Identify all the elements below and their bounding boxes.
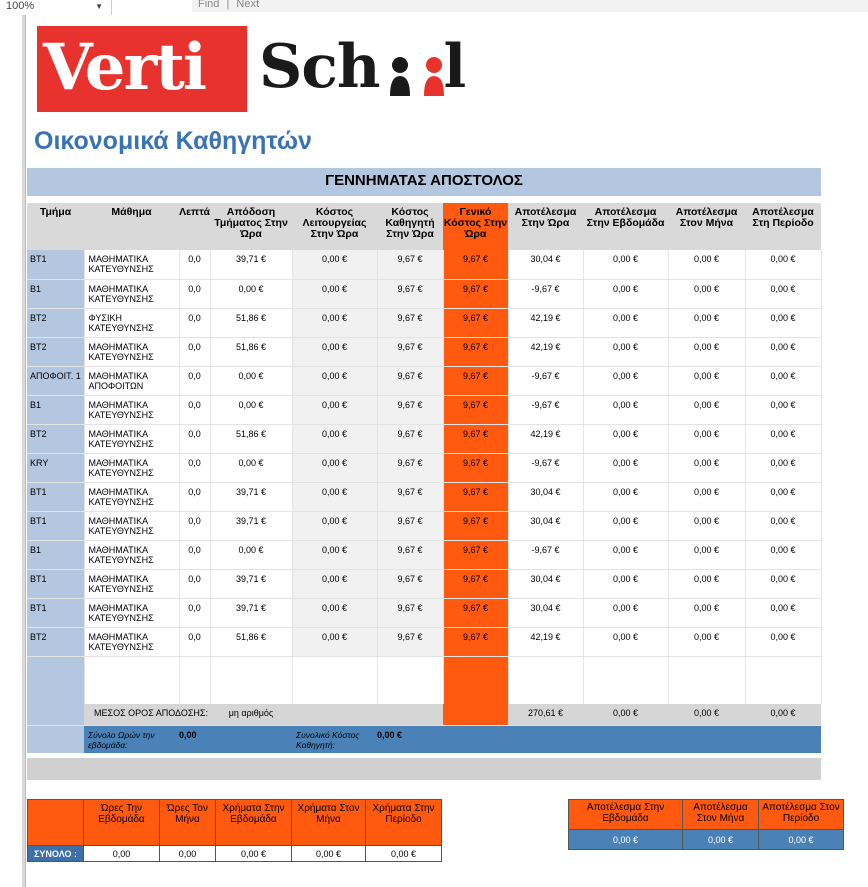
totals-value: 0,00 <box>160 846 216 862</box>
yield-hour-cell: 39,71 € <box>210 569 292 598</box>
operating-cost-cell: 0,00 € <box>292 569 377 598</box>
teacher-cost-cell: 9,67 € <box>377 366 443 395</box>
table-row <box>27 627 821 656</box>
subject-cell: ΜΑΘΗΜΑΤΙΚΑ ΚΑΤΕΥΘΥΝΣΗΣ <box>84 482 179 511</box>
average-result-week: 0,00 € <box>583 704 668 725</box>
general-cost-cell: 9,67 € <box>443 366 508 395</box>
result-month-cell: 0,00 € <box>668 366 745 395</box>
result-period-cell: 0,00 € <box>745 482 821 511</box>
class-cell: ΒΤ2 <box>27 308 84 337</box>
teacher-cost-cell: 9,67 € <box>377 453 443 482</box>
class-cell: Β1 <box>27 279 84 308</box>
operating-cost-cell: 0,00 € <box>292 511 377 540</box>
empty-cell <box>27 725 84 753</box>
result-month-cell: 0,00 € <box>668 540 745 569</box>
subject-cell: ΜΑΘΗΜΑΤΙΚΑ ΚΑΤΕΥΘΥΝΣΗΣ <box>84 453 179 482</box>
average-result-month: 0,00 € <box>668 704 745 725</box>
teacher-cost-cell: 9,67 € <box>377 308 443 337</box>
empty-cell <box>84 656 179 704</box>
result-hour-cell: -9,67 € <box>508 395 583 424</box>
result-week-cell: 0,00 € <box>583 424 668 453</box>
result-period-cell: 0,00 € <box>745 627 821 656</box>
empty-cell <box>443 656 508 704</box>
teacher-cost-cell: 9,67 € <box>377 511 443 540</box>
operating-cost-cell: 0,00 € <box>292 337 377 366</box>
teacher-cost-cell: 9,67 € <box>377 424 443 453</box>
teacher-name-banner: ΓΕΝΝΗΜΑΤΑΣ ΑΠΟΣΤΟΛΟΣ <box>27 168 821 196</box>
table-row <box>27 250 821 279</box>
totals-value: 0,00 € <box>366 846 442 862</box>
result-month-cell: 0,00 € <box>668 511 745 540</box>
minutes-cell: 0,0 <box>179 627 210 656</box>
page-title: Οικονομικά Καθηγητών <box>34 127 312 155</box>
empty-cell <box>292 704 377 725</box>
general-cost-cell: 9,67 € <box>443 337 508 366</box>
totals-header: Χρήματα Στον Μήνα <box>292 800 366 846</box>
minutes-cell: 0,0 <box>179 279 210 308</box>
class-cell: ΒΤ1 <box>27 482 84 511</box>
empty-cell <box>668 656 745 704</box>
average-label: ΜΕΣΟΣ ΟΡΟΣ ΑΠΟΔΟΣΗΣ: <box>84 704 210 725</box>
total-hours-cell <box>179 725 292 753</box>
minutes-cell: 0,0 <box>179 540 210 569</box>
result-hour-cell: -9,67 € <box>508 366 583 395</box>
subject-cell: ΦΥΣΙΚΗ ΚΑΤΕΥΘΥΝΣΗΣ <box>84 308 179 337</box>
table-row <box>27 279 821 308</box>
col-header: Γενικό Κόστος Στην Ώρα <box>443 203 508 250</box>
result-month-cell: 0,00 € <box>668 482 745 511</box>
minutes-cell: 0,0 <box>179 482 210 511</box>
result-period-cell: 0,00 € <box>745 366 821 395</box>
general-cost-cell: 9,67 € <box>443 250 508 279</box>
operating-cost-cell: 0,00 € <box>292 482 377 511</box>
class-cell: ΒΤ2 <box>27 424 84 453</box>
average-result-hour: 270,61 € <box>508 704 583 725</box>
subject-cell: ΜΑΘΗΜΑΤΙΚΑ ΚΑΤΕΥΘΥΝΣΗΣ <box>84 250 179 279</box>
result-month-cell: 0,00 € <box>668 337 745 366</box>
results-value: 0,00 € <box>759 830 844 850</box>
result-period-cell: 0,00 € <box>745 395 821 424</box>
results-header: Αποτέλεσμα Στην Εβδομάδα <box>569 800 683 830</box>
empty-cell <box>292 656 377 704</box>
result-week-cell: 0,00 € <box>583 540 668 569</box>
general-cost-cell: 9,67 € <box>443 453 508 482</box>
class-cell: ΒΤ1 <box>27 569 84 598</box>
operating-cost-cell: 0,00 € <box>292 627 377 656</box>
col-header: Αποτέλεσμα Στον Μήνα <box>668 203 745 250</box>
general-cost-cell: 9,67 € <box>443 598 508 627</box>
total-hours-value: 0,00 <box>179 729 197 740</box>
results-header: Αποτέλεσμα Στον Μήνα <box>683 800 759 830</box>
teacher-cost-cell: 9,67 € <box>377 569 443 598</box>
table-header-row <box>27 203 821 250</box>
minutes-cell: 0,0 <box>179 511 210 540</box>
vertischool-logo <box>37 26 495 112</box>
minutes-cell: 0,0 <box>179 569 210 598</box>
subject-cell: ΜΑΘΗΜΑΤΙΚΑ ΚΑΤΕΥΘΥΝΣΗΣ <box>84 337 179 366</box>
results-table <box>568 799 844 850</box>
subject-cell: ΜΑΘΗΜΑΤΙΚΑ ΚΑΤΕΥΘΥΝΣΗΣ <box>84 569 179 598</box>
totals-header: Ώρες Την Εβδομάδα <box>84 800 160 846</box>
result-period-cell: 0,00 € <box>745 337 821 366</box>
col-header: Αποτέλεσμα Στην Εβδομάδα <box>583 203 668 250</box>
yield-hour-cell: 39,71 € <box>210 482 292 511</box>
class-cell: ΑΠΟΦΟΙΤ. 1 <box>27 366 84 395</box>
col-header: Αποτέλεσμα Στη Περίοδο <box>745 203 821 250</box>
result-period-cell: 0,00 € <box>745 308 821 337</box>
result-week-cell: 0,00 € <box>583 395 668 424</box>
col-header: Κόστος Λειτουργείας Στην Ώρα <box>292 203 377 250</box>
operating-cost-cell: 0,00 € <box>292 540 377 569</box>
subject-cell: ΜΑΘΗΜΑΤΙΚΑ ΚΑΤΕΥΘΥΝΣΗΣ <box>84 424 179 453</box>
class-cell: ΒΤ2 <box>27 627 84 656</box>
operating-cost-cell: 0,00 € <box>292 424 377 453</box>
table-row <box>27 598 821 627</box>
totals-header-row <box>28 800 442 846</box>
yield-hour-cell: 51,86 € <box>210 424 292 453</box>
totals-value: 0,00 € <box>216 846 292 862</box>
minutes-cell: 0,0 <box>179 424 210 453</box>
logo-text-sch: Sch <box>259 32 380 102</box>
result-month-cell: 0,00 € <box>668 424 745 453</box>
general-cost-cell: 9,67 € <box>443 540 508 569</box>
result-month-cell: 0,00 € <box>668 395 745 424</box>
result-period-cell: 0,00 € <box>745 569 821 598</box>
result-week-cell: 0,00 € <box>583 337 668 366</box>
teacher-cost-cell: 9,67 € <box>377 482 443 511</box>
result-period-cell: 0,00 € <box>745 453 821 482</box>
totals-header: Χρήματα Στην Εβδομάδα <box>216 800 292 846</box>
result-week-cell: 0,00 € <box>583 453 668 482</box>
operating-cost-cell: 0,00 € <box>292 453 377 482</box>
class-cell: Β1 <box>27 395 84 424</box>
result-hour-cell: -9,67 € <box>508 540 583 569</box>
result-week-cell: 0,00 € <box>583 366 668 395</box>
operating-cost-cell: 0,00 € <box>292 279 377 308</box>
result-week-cell: 0,00 € <box>583 250 668 279</box>
yield-hour-cell: 51,86 € <box>210 337 292 366</box>
result-period-cell: 0,00 € <box>745 598 821 627</box>
person-icon <box>389 56 411 96</box>
result-hour-cell: -9,67 € <box>508 453 583 482</box>
totals-value-row <box>28 846 442 862</box>
teacher-economics-table <box>27 203 822 753</box>
table-row <box>27 569 821 598</box>
subject-cell: ΜΑΘΗΜΑΤΙΚΑ ΚΑΤΕΥΘΥΝΣΗΣ <box>84 598 179 627</box>
totals-header: Ώρες Τον Μήνα <box>160 800 216 846</box>
total-hours-label: Σύνολο Ωρών την εβδομάδα: <box>84 725 179 753</box>
teacher-cost-cell: 9,67 € <box>377 250 443 279</box>
table-row <box>27 424 821 453</box>
result-hour-cell: 30,04 € <box>508 598 583 627</box>
col-header: Αποτέλεσμα Στην Ώρα <box>508 203 583 250</box>
result-period-cell: 0,00 € <box>745 540 821 569</box>
teacher-cost-cell: 9,67 € <box>377 540 443 569</box>
result-hour-cell: 30,04 € <box>508 482 583 511</box>
result-week-cell: 0,00 € <box>583 279 668 308</box>
viewer-toolbar <box>0 0 868 15</box>
result-hour-cell: 30,04 € <box>508 250 583 279</box>
general-cost-cell: 9,67 € <box>443 511 508 540</box>
totals-value: 0,00 <box>84 846 160 862</box>
subject-cell: ΜΑΘΗΜΑΤΙΚΑ ΚΑΤΕΥΘΥΝΣΗΣ <box>84 511 179 540</box>
totals-header: Χρήματα Στην Περίοδο <box>366 800 442 846</box>
result-month-cell: 0,00 € <box>668 279 745 308</box>
yield-hour-cell: 39,71 € <box>210 598 292 627</box>
general-cost-cell: 9,67 € <box>443 395 508 424</box>
separator: | <box>226 0 230 10</box>
table-row <box>27 366 821 395</box>
yield-hour-cell: 51,86 € <box>210 627 292 656</box>
subject-cell: ΜΑΘΗΜΑΤΙΚΑ ΚΑΤΕΥΘΥΝΣΗΣ <box>84 540 179 569</box>
next-button[interactable]: Next <box>236 0 260 10</box>
logo-text-l: l <box>443 32 466 102</box>
result-period-cell: 0,00 € <box>745 511 821 540</box>
chevron-down-icon[interactable]: ▼ <box>95 2 103 11</box>
result-hour-cell: 30,04 € <box>508 569 583 598</box>
class-cell: ΒΤ2 <box>27 337 84 366</box>
operating-cost-cell: 0,00 € <box>292 395 377 424</box>
empty-cell <box>443 725 821 753</box>
results-value: 0,00 € <box>569 830 683 850</box>
minutes-cell: 0,0 <box>179 308 210 337</box>
teacher-cost-cell: 9,67 € <box>377 395 443 424</box>
results-value: 0,00 € <box>683 830 759 850</box>
col-header: Κόστος Καθηγητή Στην Ώρα <box>377 203 443 250</box>
empty-cell <box>583 656 668 704</box>
general-cost-cell: 9,67 € <box>443 627 508 656</box>
find-button[interactable]: Find <box>198 0 220 10</box>
general-cost-cell: 9,67 € <box>443 482 508 511</box>
col-header: Λεπτά <box>179 203 210 250</box>
minutes-cell: 0,0 <box>179 250 210 279</box>
yield-hour-cell: 0,00 € <box>210 540 292 569</box>
empty-cell <box>27 656 84 704</box>
summary-row <box>27 725 821 753</box>
totals-table <box>27 799 442 862</box>
yield-hour-cell: 0,00 € <box>210 395 292 424</box>
minutes-cell: 0,0 <box>179 453 210 482</box>
yield-hour-cell: 0,00 € <box>210 279 292 308</box>
table-body <box>27 250 821 656</box>
operating-cost-cell: 0,00 € <box>292 366 377 395</box>
result-month-cell: 0,00 € <box>668 598 745 627</box>
result-period-cell: 0,00 € <box>745 424 821 453</box>
empty-cell <box>210 656 292 704</box>
average-value: μη αριθμός <box>210 704 292 725</box>
average-result-period: 0,00 € <box>745 704 821 725</box>
general-cost-cell: 9,67 € <box>443 308 508 337</box>
result-month-cell: 0,00 € <box>668 453 745 482</box>
result-week-cell: 0,00 € <box>583 511 668 540</box>
operating-cost-cell: 0,00 € <box>292 250 377 279</box>
minutes-cell: 0,0 <box>179 598 210 627</box>
table-row <box>27 395 821 424</box>
table-row <box>27 482 821 511</box>
result-week-cell: 0,00 € <box>583 627 668 656</box>
subject-cell: ΜΑΘΗΜΑΤΙΚΑ ΚΑΤΕΥΘΥΝΣΗΣ <box>84 395 179 424</box>
col-header: Απόδοση Τμήματος Στην Ώρα <box>210 203 292 250</box>
find-bar <box>192 0 868 12</box>
person-red-icon <box>423 56 445 96</box>
result-week-cell: 0,00 € <box>583 569 668 598</box>
col-header: Τμήμα <box>27 203 84 250</box>
teacher-cost-value: 0,00 € <box>377 729 403 740</box>
result-hour-cell: 42,19 € <box>508 337 583 366</box>
teacher-cost-cell: 9,67 € <box>377 627 443 656</box>
result-month-cell: 0,00 € <box>668 250 745 279</box>
result-hour-cell: 42,19 € <box>508 627 583 656</box>
teacher-cost-cell: 9,67 € <box>377 279 443 308</box>
class-cell: ΒΤ1 <box>27 511 84 540</box>
logo-text-verti: Verti <box>43 30 206 105</box>
subject-cell: ΜΑΘΗΜΑΤΙΚΑ ΚΑΤΕΥΘΥΝΣΗΣ <box>84 627 179 656</box>
teacher-cost-label: Συνολικό Κόστος Καθηγητή: <box>292 725 377 753</box>
yield-hour-cell: 51,86 € <box>210 308 292 337</box>
class-cell: Β1 <box>27 540 84 569</box>
results-value-row <box>569 830 844 850</box>
results-header: Αποτέλεσμα Στον Περίοδο <box>759 800 844 830</box>
yield-hour-cell: 39,71 € <box>210 511 292 540</box>
operating-cost-cell: 0,00 € <box>292 598 377 627</box>
result-hour-cell: -9,67 € <box>508 279 583 308</box>
result-hour-cell: 42,19 € <box>508 424 583 453</box>
average-row <box>27 704 821 725</box>
yield-hour-cell: 0,00 € <box>210 366 292 395</box>
general-cost-cell: 9,67 € <box>443 569 508 598</box>
yield-hour-cell: 39,71 € <box>210 250 292 279</box>
empty-cell <box>27 704 84 725</box>
table-row <box>27 540 821 569</box>
minutes-cell: 0,0 <box>179 395 210 424</box>
result-period-cell: 0,00 € <box>745 250 821 279</box>
result-hour-cell: 30,04 € <box>508 511 583 540</box>
empty-cell <box>443 704 508 725</box>
table-row <box>27 308 821 337</box>
teacher-cost-cell: 9,67 € <box>377 598 443 627</box>
empty-cell <box>377 704 443 725</box>
result-month-cell: 0,00 € <box>668 308 745 337</box>
class-cell: ΒΤ1 <box>27 598 84 627</box>
zoom-value: 100% <box>6 0 35 12</box>
result-week-cell: 0,00 € <box>583 482 668 511</box>
zoom-select[interactable] <box>0 0 112 15</box>
class-cell: ΒΤ1 <box>27 250 84 279</box>
table-footer-bar <box>27 758 821 780</box>
teacher-cost-cell: 9,67 € <box>377 337 443 366</box>
results-header-row <box>569 800 844 830</box>
filler-row <box>27 656 821 704</box>
empty-cell <box>508 656 583 704</box>
result-week-cell: 0,00 € <box>583 598 668 627</box>
teacher-cost-cell <box>377 725 443 753</box>
left-margin-rule <box>22 15 26 887</box>
general-cost-cell: 9,67 € <box>443 279 508 308</box>
subject-cell: ΜΑΘΗΜΑΤΙΚΑ ΚΑΤΕΥΘΥΝΣΗΣ <box>84 279 179 308</box>
result-week-cell: 0,00 € <box>583 308 668 337</box>
empty-cell <box>377 656 443 704</box>
operating-cost-cell: 0,00 € <box>292 308 377 337</box>
empty-cell <box>179 656 210 704</box>
table-row <box>27 511 821 540</box>
general-cost-cell: 9,67 € <box>443 424 508 453</box>
result-month-cell: 0,00 € <box>668 627 745 656</box>
empty-cell <box>28 800 84 846</box>
table-row <box>27 337 821 366</box>
class-cell: KRY <box>27 453 84 482</box>
logo-red-block <box>37 26 247 112</box>
result-period-cell: 0,00 € <box>745 279 821 308</box>
minutes-cell: 0,0 <box>179 337 210 366</box>
totals-value: 0,00 € <box>292 846 366 862</box>
result-month-cell: 0,00 € <box>668 569 745 598</box>
yield-hour-cell: 0,00 € <box>210 453 292 482</box>
col-header: Μάθημα <box>84 203 179 250</box>
result-hour-cell: 42,19 € <box>508 308 583 337</box>
minutes-cell: 0,0 <box>179 366 210 395</box>
totals-label: ΣΥΝΟΛΟ : <box>28 846 84 862</box>
empty-cell <box>745 656 821 704</box>
subject-cell: ΜΑΘΗΜΑΤΙΚΑ ΑΠΟΦΟΙΤΩΝ <box>84 366 179 395</box>
table-row <box>27 453 821 482</box>
